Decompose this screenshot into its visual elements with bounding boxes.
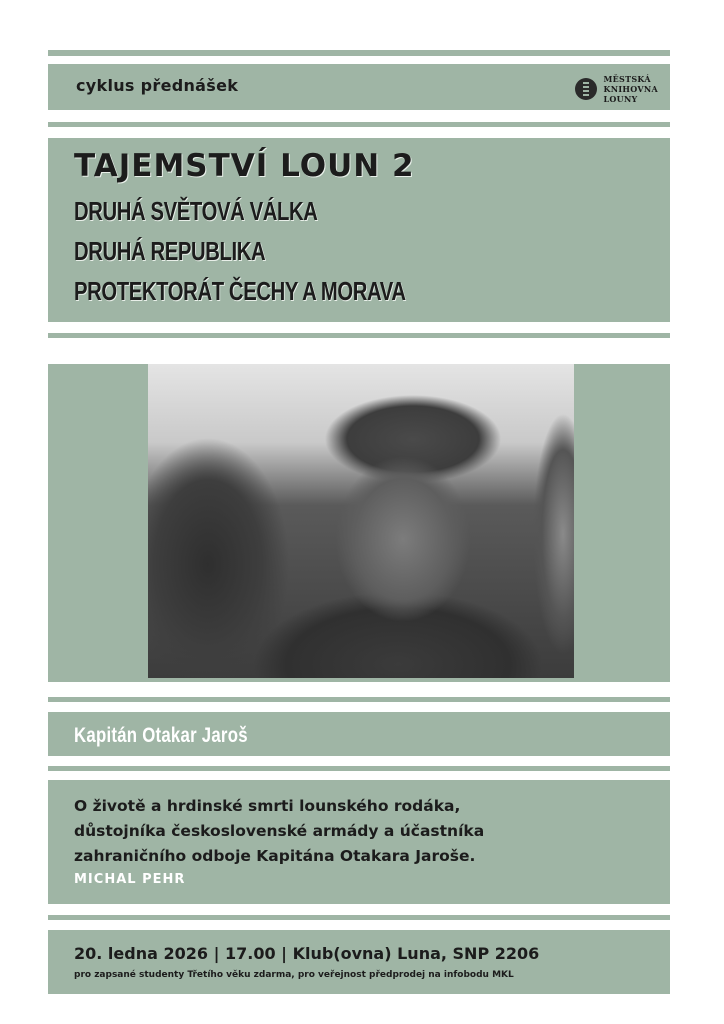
divider-band	[48, 333, 670, 338]
description-line-2: důstojníka československé armády a účastníka	[74, 822, 485, 840]
divider-band	[48, 697, 670, 702]
event-panel	[48, 930, 670, 994]
logo-text	[603, 74, 658, 104]
event-note: pro zapsané studenty Třetího věku zdarma, pro veřejnost předprodej na infobodu MKL	[74, 970, 514, 980]
divider-band	[48, 915, 670, 920]
description-line-1: O životě a hrdinské smrti lounského rodáka,	[74, 797, 461, 815]
title-panel	[48, 138, 670, 322]
logo-line-1: MĚSTSKÁ	[603, 74, 651, 84]
subtitle-line-3: PROTEKTORÁT ČECHY A MORAVA	[74, 276, 406, 306]
subject-name: Kapitán Otakar Jaroš	[74, 724, 248, 747]
description-line-3: zahraničního odboje Kapitána Otakara Jaroše.	[74, 847, 476, 865]
subtitle-line-2: DRUHÁ REPUBLIKA	[74, 236, 266, 266]
page-title: TAJEMSTVÍ LOUN 2	[74, 148, 415, 184]
description-panel	[48, 780, 670, 904]
divider-band	[48, 122, 670, 127]
lecturer-name: MICHAL PEHR	[74, 872, 186, 887]
logo-line-3: LOUNY	[603, 94, 638, 104]
divider-band	[48, 50, 670, 56]
photo-panel	[48, 364, 670, 682]
name-panel	[48, 712, 670, 756]
library-logo	[575, 74, 658, 104]
logo-line-2: KNIHOVNA	[603, 84, 658, 94]
lighthouse-icon	[575, 78, 597, 100]
subtitle-line-1: DRUHÁ SVĚTOVÁ VÁLKA	[74, 196, 318, 226]
series-label: cyklus přednášek	[76, 76, 239, 95]
lecture-description	[74, 794, 654, 869]
header-bar	[48, 64, 670, 110]
portrait-photo	[148, 364, 574, 678]
divider-band	[48, 766, 670, 771]
event-details: 20. ledna 2026 | 17.00 | Klub(ovna) Luna, SNP 2206	[74, 944, 540, 963]
